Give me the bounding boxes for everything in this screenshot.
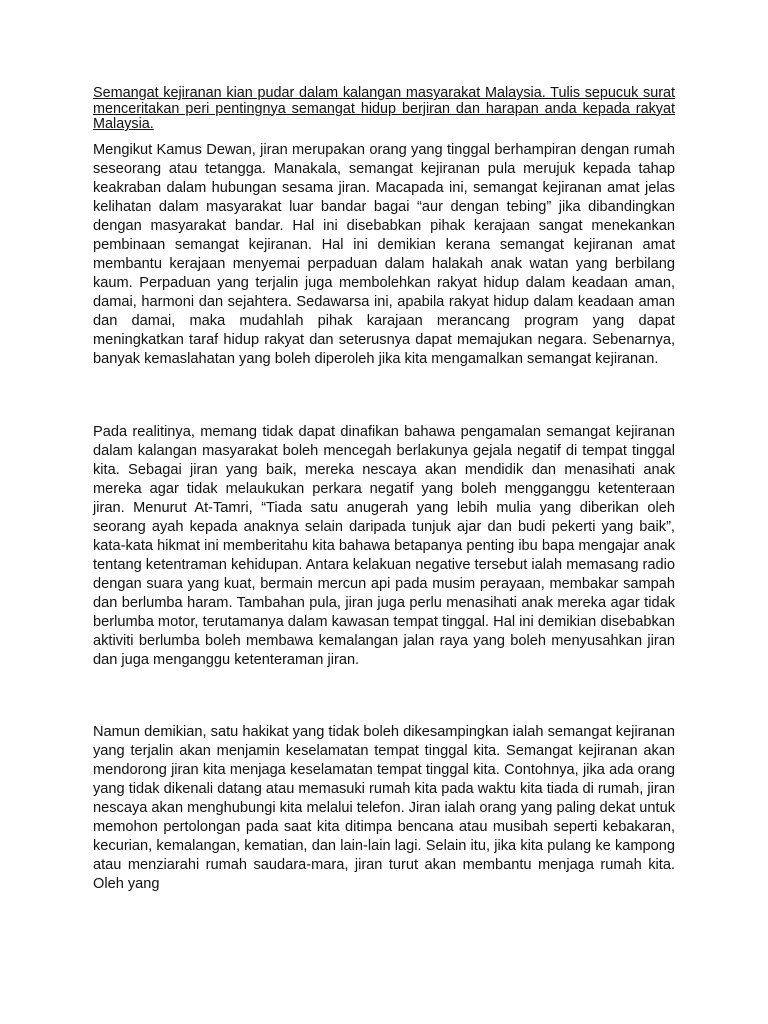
document-page xyxy=(93,86,675,894)
paragraph-3: Namun demikian, satu hakikat yang tidak boleh dikesampingkan ialah semangat kejiranan yang terjalin akan menjamin keselamatan tempat tinggal kita. Semangat kejiranan akan mendorong jiran kita menjaga keselamatan tempat tinggal kita. Contohnya, jika ada orang yang tidak dikenali datang atau memasuki rumah kita pada waktu kita tiada di rumah, jiran nescaya akan menghubungi kita melalui telefon. Jiran ialah orang yang paling dekat untuk memohon pertolongan pada saat kita ditimpa bencana atau musibah seperti kebakaran, kecurian, kemalangan, kematian, dan lain-lain lagi. Selain itu, jika kita pulang ke kampong atau menziarahi rumah saudara-mara, jiran turut akan membantu menjaga rumah kita. Oleh yang xyxy=(93,723,675,892)
paragraph-1: Mengikut Kamus Dewan, jiran merupakan orang yang tinggal berhampiran dengan rumah seseorang atau tetangga. Manakala, semangat kejiranan pula merujuk kepada tahap keakraban dalam hubungan sesama jiran. Macapada ini, semangat kejiranan amat jelas kelihatan dalam masyarakat luar bandar bagai “aur dengan tebing” jika dibandingkan dengan masyarakat bandar. Hal ini disebabkan pihak kerajaan sangat menekankan pembinaan semangat kejiranan. Hal ini demikian kerana semangat kejiranan amat membantu kerajaan menyemai perpaduan dalam halakah anak watan yang berbilang kaum. Perpaduan yang terjalin juga membolehkan rakyat hidup dalam keadaan aman, damai, harmoni dan sejahtera. Sedawarsa ini, apabila rakyat hidup dalam keadaan aman dan damai, maka mudahlah pihak karajaan merancang program yang dapat meningkatkan taraf hidup rakyat dan seterusnya dapat memajukan negara. Sebenarnya, banyak kemaslahatan yang boleh diperoleh jika kita mengamalkan semangat kejiranan. xyxy=(93,141,675,367)
essay-question: Semangat kejiranan kian pudar dalam kalangan masyarakat Malaysia. Tulis sepucuk surat menceritakan peri pentingnya semangat hidup berjiran dan harapan anda kepada rakyat Malaysia. xyxy=(93,85,675,132)
paragraph-2: Pada realitinya, memang tidak dapat dinafikan bahawa pengamalan semangat kejiranan dalam kalangan masyarakat boleh mencegah berlakunya gejala negatif di tempat tinggal kita. Sebagai jiran yang baik, mereka nescaya akan mendidik dan menasihati anak mereka agar tidak melaukukan perkara negatif yang boleh mengganggu ketenteraan jiran. Menurut At-Tamri, “Tiada satu anugerah yang lebih mulia yang diberikan oleh seorang ayah kepada anaknya selain daripada tunjuk ajar dan budi pekerti yang baik”, kata-kata hikmat ini memberitahu kita bahawa betapanya penting ibu bapa mengajar anak tentang ketentraman kehidupan. Antara kelakuan negative tersebut ialah memasang radio dengan suara yang kuat, bermain mercun api pada musim perayaan, membakar sampah dan berlumba haram. Tambahan pula, jiran juga perlu menasihati anak mereka agar tidak berlumba motor, terutamanya dalam kawasan tempat tinggal. Hal ini demikian disebabkan aktiviti berlumba boleh membawa kemalangan jalan raya yang boleh menyusahkan jiran dan juga menganggu ketenteraman jiran. xyxy=(93,423,675,668)
